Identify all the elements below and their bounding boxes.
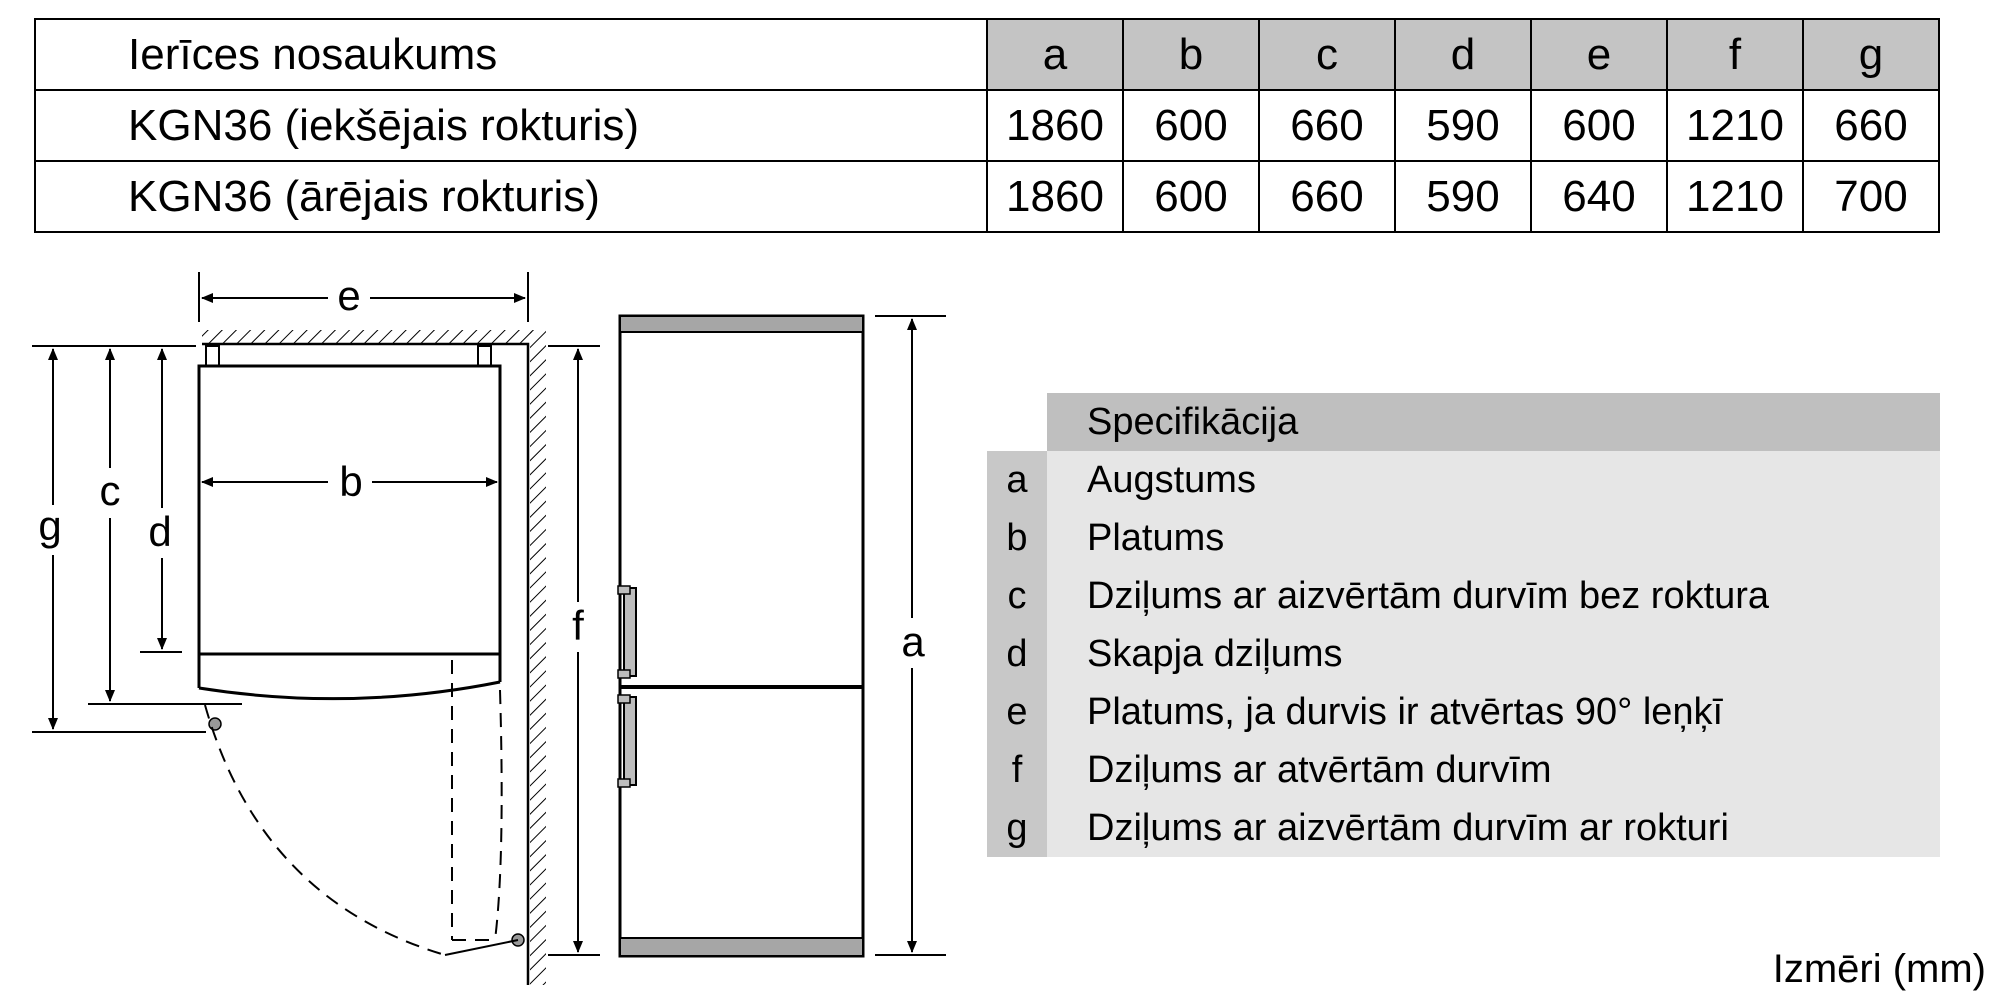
fridge-dimension-drawing bbox=[0, 260, 980, 995]
table-cell: 590 bbox=[1395, 161, 1531, 232]
specification-legend bbox=[987, 393, 1940, 857]
table-header-row bbox=[35, 19, 1939, 90]
spec-key: b bbox=[987, 509, 1047, 567]
list-item bbox=[987, 625, 1940, 683]
table-cell: 1210 bbox=[1667, 161, 1803, 232]
label-f: f bbox=[572, 602, 584, 649]
spec-key: c bbox=[987, 567, 1047, 625]
header-col-g: g bbox=[1803, 19, 1939, 90]
spec-label: Dziļums ar aizvērtām durvīm ar rokturi bbox=[1047, 799, 1940, 857]
label-c: c bbox=[99, 467, 121, 514]
table-cell: 660 bbox=[1259, 161, 1395, 232]
spec-label: Skapja dziļums bbox=[1047, 625, 1940, 683]
header-col-c: c bbox=[1259, 19, 1395, 90]
list-item bbox=[987, 741, 1940, 799]
list-item bbox=[987, 509, 1940, 567]
dimensions-unit-note: Izmēri (mm) bbox=[1772, 947, 1986, 991]
label-b: b bbox=[339, 458, 363, 505]
spec-label: Dziļums ar atvērtām durvīm bbox=[1047, 741, 1940, 799]
specification-title: Specifikācija bbox=[1047, 393, 1940, 451]
wall bbox=[202, 330, 546, 985]
row-device-name: KGN36 (iekšējais rokturis) bbox=[35, 90, 987, 161]
row-device-name: KGN36 (ārējais rokturis) bbox=[35, 161, 987, 232]
list-item bbox=[987, 799, 1940, 857]
spec-label: Platums, ja durvis ir atvērtas 90° leņķī bbox=[1047, 683, 1940, 741]
spec-label: Dziļums ar aizvērtām durvīm bez roktura bbox=[1047, 567, 1940, 625]
spec-key: f bbox=[987, 741, 1047, 799]
header-col-e: e bbox=[1531, 19, 1667, 90]
spec-key: g bbox=[987, 799, 1047, 857]
specification-header bbox=[987, 393, 1940, 451]
spec-label: Augstums bbox=[1047, 451, 1940, 509]
table-cell: 590 bbox=[1395, 90, 1531, 161]
table-row bbox=[35, 161, 1939, 232]
table-row bbox=[35, 90, 1939, 161]
spec-label: Platums bbox=[1047, 509, 1940, 567]
header-device-name: Ierīces nosaukums bbox=[35, 19, 987, 90]
header-col-b: b bbox=[1123, 19, 1259, 90]
table-cell: 1860 bbox=[987, 161, 1123, 232]
fridge-top-view bbox=[199, 346, 524, 955]
label-d: d bbox=[148, 508, 172, 555]
header-col-f: f bbox=[1667, 19, 1803, 90]
table-cell: 600 bbox=[1123, 90, 1259, 161]
label-g: g bbox=[38, 502, 62, 549]
dimension-lines bbox=[32, 272, 946, 955]
table-cell: 600 bbox=[1123, 161, 1259, 232]
table-cell: 640 bbox=[1531, 161, 1667, 232]
table-cell: 660 bbox=[1259, 90, 1395, 161]
spec-key: a bbox=[987, 451, 1047, 509]
table-cell: 660 bbox=[1803, 90, 1939, 161]
table-cell: 1210 bbox=[1667, 90, 1803, 161]
dimensions-table bbox=[34, 18, 1940, 233]
table-cell: 600 bbox=[1531, 90, 1667, 161]
spec-header-spacer bbox=[987, 393, 1047, 451]
table-cell: 700 bbox=[1803, 161, 1939, 232]
spec-key: e bbox=[987, 683, 1047, 741]
fridge-side-view bbox=[618, 316, 863, 956]
label-e: e bbox=[337, 272, 361, 319]
list-item bbox=[987, 451, 1940, 509]
spec-key: d bbox=[987, 625, 1047, 683]
label-a: a bbox=[901, 618, 925, 665]
table-cell: 1860 bbox=[987, 90, 1123, 161]
header-col-a: a bbox=[987, 19, 1123, 90]
header-col-d: d bbox=[1395, 19, 1531, 90]
list-item bbox=[987, 683, 1940, 741]
list-item bbox=[987, 567, 1940, 625]
